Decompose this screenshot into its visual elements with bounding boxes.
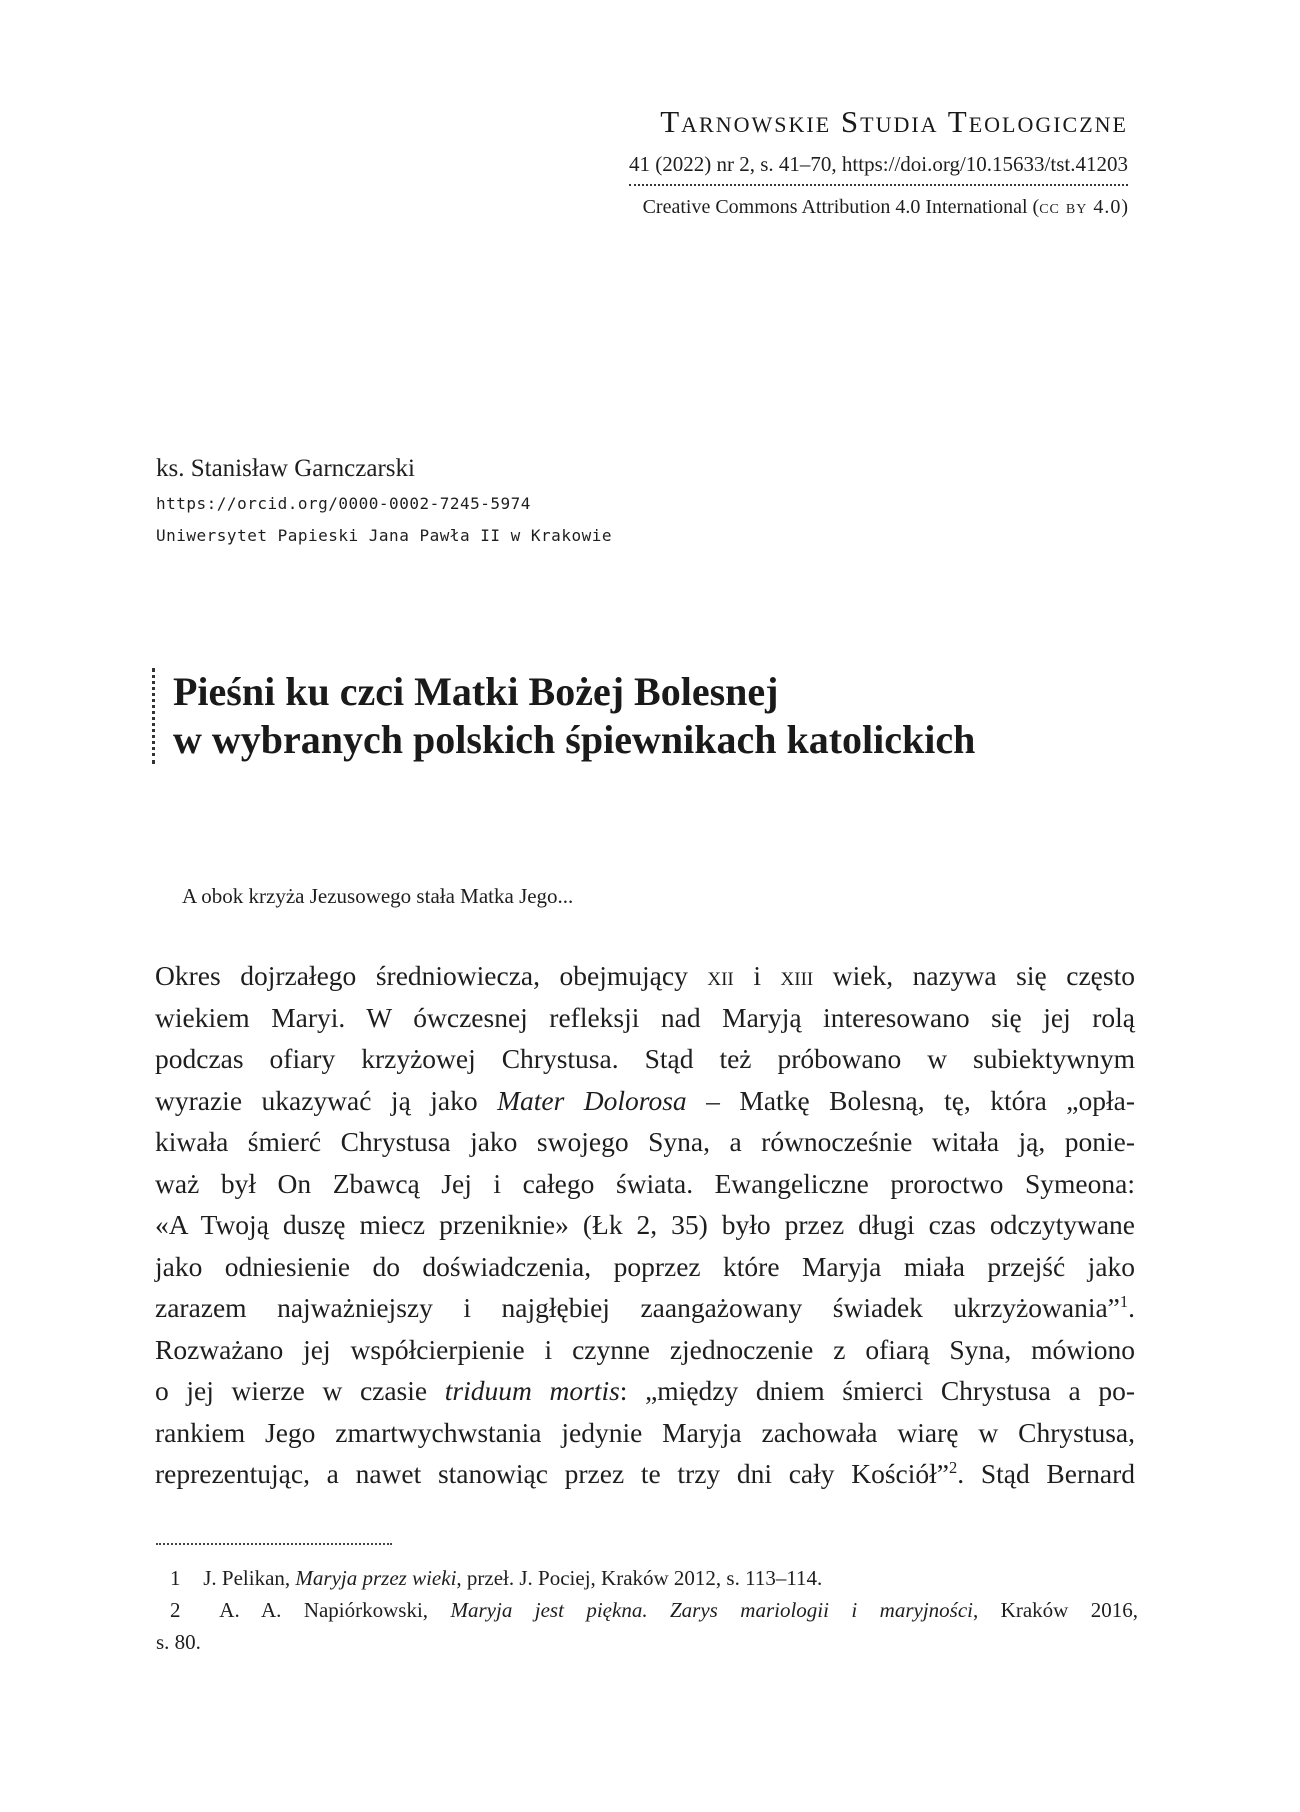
body-paragraph — [155, 955, 1135, 1495]
body-line — [155, 1080, 1135, 1122]
footnote-2 — [156, 1594, 1138, 1626]
license-text: Creative Commons Attribution 4.0 International ( — [642, 196, 1040, 218]
text-run: : „między dniem śmierci Chrystusa a po- — [619, 1375, 1135, 1406]
footnotes — [156, 1562, 1138, 1658]
author-affiliation: Uniwersytet Papieski Jana Pawła II w Krakowie — [156, 526, 612, 545]
text-run: wyrazie ukazywać ją jako — [155, 1084, 498, 1116]
body-line: jako odniesienie do doświadczenia, poprzez które Maryja miała przejść jako — [155, 1250, 1135, 1282]
text-run: , przeł. J. Pociej, Kraków 2012, s. 113–114. — [456, 1566, 823, 1590]
footnote-2-continuation: s. 80. — [156, 1630, 201, 1654]
text-run: o jej wierze w czasie — [155, 1375, 445, 1406]
book-title: Maryja przez wieki — [295, 1566, 457, 1590]
article-title — [152, 668, 1173, 764]
license-line — [629, 194, 1128, 220]
author-name: ks. Stanisław Garnczarski — [156, 455, 415, 482]
author-block — [156, 452, 612, 550]
italic-term: Mater Dolorosa — [497, 1084, 687, 1116]
license-close: ) — [1121, 196, 1128, 218]
text-run: wiek, nazywa się często — [813, 960, 1135, 991]
footnote-ref-2[interactable]: 2 — [948, 1457, 958, 1477]
body-line — [155, 1453, 1135, 1495]
century-numeral: xii — [707, 960, 734, 991]
book-title: Maryja jest piękna. Zarys mariologii i maryjności — [450, 1598, 973, 1622]
body-line: «A Twoją duszę miecz przeniknie» (Łk 2, 35) było przez długi czas odczytywane — [155, 1209, 1135, 1240]
italic-term: triduum mortis — [444, 1375, 620, 1406]
body-line — [155, 955, 1135, 997]
text-run: Okres dojrzałego średniowiecza, obejmujący — [155, 960, 708, 991]
journal-title: Tarnowskie Studia Teologiczne — [660, 104, 1128, 139]
body-line — [155, 1287, 1135, 1329]
text-run: zarazem najważniejszy i najgłębiej zaangażowany świadek ukrzyżowania” — [155, 1292, 1120, 1323]
body-line: rankiem Jego zmartwychwstania jedynie Maryja zachowała wiarę w Chrystusa, — [155, 1416, 1135, 1448]
body-line — [155, 1370, 1135, 1412]
author-orcid: https://orcid.org/0000-0002-7245-5974 — [156, 494, 531, 513]
text-run: – Matkę Bolesną, tę, która „opła- — [686, 1084, 1135, 1116]
body-line: podczas ofiary krzyżowej Chrystusa. Stąd też próbowano w subiektywnym — [155, 1043, 1135, 1074]
footnote-divider — [156, 1543, 392, 1545]
text-run: , Kraków 2016, — [972, 1598, 1138, 1622]
footnote-number: 2 — [170, 1598, 181, 1622]
text-run: . — [1128, 1292, 1135, 1323]
body-line: kiwała śmierć Chrystusa jako swojego Syna, a równocześnie witała ją, ponie- — [155, 1126, 1135, 1157]
footnote-ref-1[interactable]: 1 — [1119, 1291, 1129, 1311]
title-line-1: Pieśni ku czci Matki Bożej Bolesnej — [173, 669, 779, 714]
text-run: J. Pelikan, — [203, 1566, 296, 1590]
body-line: waż był On Zbawcą Jej i całego świata. Ewangeliczne proroctwo Symeona: — [155, 1167, 1135, 1199]
title-line-2: w wybranych polskich śpiewnikach katolickich — [173, 717, 976, 762]
footnote-1 — [156, 1562, 1138, 1594]
text-run: reprezentując, a nawet stanowiąc przez te trzy dni cały Kościół” — [155, 1458, 949, 1489]
text-run: i — [733, 960, 781, 991]
journal-header — [629, 104, 1128, 220]
century-numeral: xiii — [780, 960, 814, 991]
epigraph: A obok krzyża Jezusowego stała Matka Jego... — [182, 884, 574, 908]
text-run: A. A. Napiórkowski, — [219, 1598, 451, 1622]
body-line: Rozważano jej współcierpienie i czynne zjednoczenie z ofiarą Syna, mówiono — [155, 1333, 1135, 1365]
footnote-number: 1 — [170, 1566, 181, 1590]
body-line: wiekiem Maryi. W ówczesnej refleksji nad Maryją interesowano się jej rolą — [155, 1001, 1135, 1033]
issue-citation: 41 (2022) nr 2, s. 41–70, https://doi.org/10.15633/tst.41203 — [629, 150, 1128, 186]
license-code: cc by 4.0 — [1039, 196, 1122, 218]
text-run: . Stąd Bernard — [957, 1458, 1135, 1489]
